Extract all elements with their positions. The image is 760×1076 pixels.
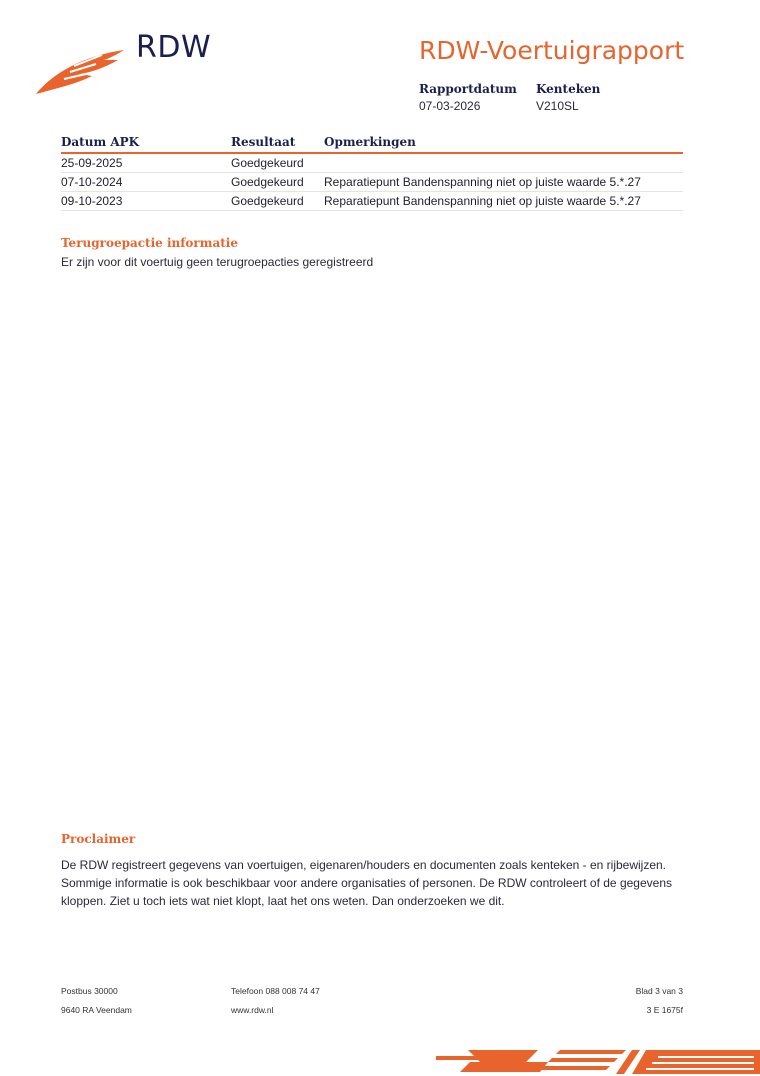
rapportdatum-value: 07-03-2026 — [419, 99, 481, 113]
cell-datum: 09-10-2023 — [61, 194, 123, 208]
report-title: RDW-Voertuigrapport — [419, 36, 685, 65]
cell-opmerkingen: Reparatiepunt Bandenspanning niet op juiste waarde 5.*.27 — [324, 175, 641, 189]
footer-website[interactable]: www.rdw.nl — [231, 1005, 274, 1015]
footer-page-number: Blad 3 van 3 — [635, 986, 683, 996]
recall-text: Er zijn voor dit voertuig geen terugroepacties geregistreerd — [61, 255, 374, 269]
footer-address: 9640 RA Veendam — [61, 1005, 132, 1015]
kenteken-label: Kenteken — [536, 82, 601, 96]
cell-resultaat: Goedgekeurd — [231, 194, 304, 208]
cell-resultaat: Goedgekeurd — [231, 156, 304, 170]
footer-postbus: Postbus 30000 — [61, 986, 118, 996]
column-header-datum: Datum APK — [61, 135, 140, 149]
table-row — [61, 173, 683, 192]
cell-resultaat: Goedgekeurd — [231, 175, 304, 189]
cell-datum: 25-09-2025 — [61, 156, 123, 170]
cell-opmerkingen: Reparatiepunt Bandenspanning niet op juiste waarde 5.*.27 — [324, 194, 641, 208]
table-row — [61, 154, 683, 173]
proclaimer-text: De RDW registreert gegevens van voertuigen, eigenaren/houders en documenten zoals kenteken - en rijbewijzen. Sommige informatie is ook beschikbaar voor andere organisaties of personen. De RDW controleert of de gegevens kloppen. Ziet u toch iets wat niet klopt, laat het ons weten. Dan onderzoeken we dit. — [61, 858, 672, 908]
apk-table — [61, 134, 683, 211]
kenteken-value: V210SL — [536, 99, 579, 113]
table-row — [61, 192, 683, 211]
rapportdatum-label: Rapportdatum — [419, 82, 517, 96]
column-header-opmerkingen: Opmerkingen — [324, 135, 416, 149]
column-header-resultaat: Resultaat — [231, 135, 296, 149]
logo-text: RDW — [136, 30, 212, 65]
footer-code: 3 E 1675f — [646, 1005, 683, 1015]
rdw-logo-icon — [34, 46, 126, 96]
rdw-stripes-icon — [436, 1046, 760, 1076]
footer-telefoon: Telefoon 088 008 74 47 — [231, 986, 320, 996]
table-header-row — [61, 134, 683, 154]
cell-datum: 07-10-2024 — [61, 175, 123, 189]
proclaimer-title: Proclaimer — [61, 832, 136, 846]
recall-title: Terugroepactie informatie — [61, 236, 238, 250]
